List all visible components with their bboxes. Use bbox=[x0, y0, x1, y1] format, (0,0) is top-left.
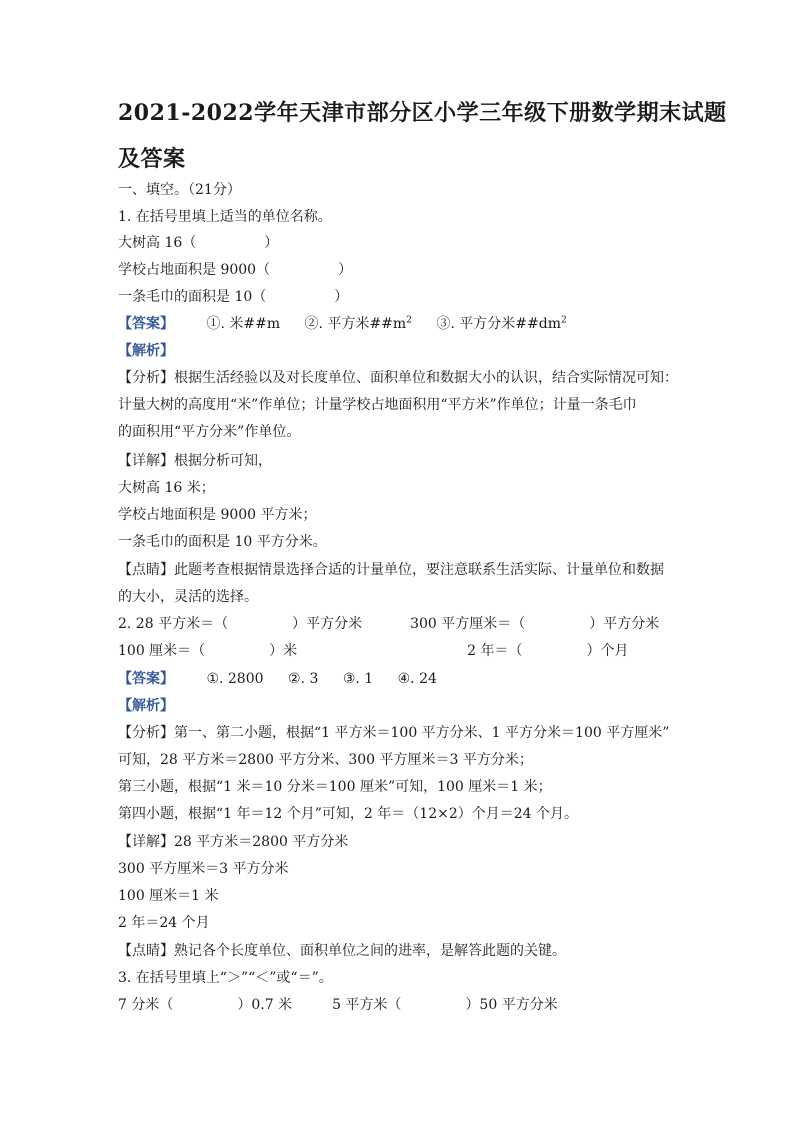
q2-row-1: 2. 28 平方米＝（ ）平方分米 300 平方厘米＝（ ）平方分米 bbox=[118, 616, 660, 632]
q2-xiangjie: 【详解】28 平方米＝2800 平方分米 bbox=[118, 834, 349, 850]
q1-jiexi-tag: 【解析】 bbox=[118, 343, 174, 359]
q1-blank-1: 大树高 16（ ） bbox=[118, 235, 279, 251]
q1-xiangjie-4: 一条毛巾的面积是 10 平方分米。 bbox=[118, 534, 327, 550]
q1-xiangjie-3: 学校占地面积是 9000 平方米； bbox=[118, 507, 317, 523]
q2-xiangjie-3: 100 厘米＝1 米 bbox=[118, 888, 219, 904]
q1-fenxi: 【分析】根据生活经验以及对长度单位、面积单位和数据大小的认识，结合实际情况可知： bbox=[118, 370, 678, 386]
q2-fenxi-3: 第三小题，根据“1 米＝10 分米＝100 厘米”可知，100 厘米＝1 米； bbox=[118, 779, 552, 795]
answer-tag: 【答案】 bbox=[118, 316, 174, 332]
q2-row-2: 100 厘米＝（ ）米 2 年＝（ ）个月 bbox=[118, 643, 629, 659]
q1-stem: 1. 在括号里填上适当的单位名称。 bbox=[118, 209, 332, 225]
q1-fenxi-3: 的面积用“平方分米”作单位。 bbox=[118, 424, 301, 440]
q3-row-1: 7 分米（ ）0.7 米 5 平方米（ ）50 平方分米 bbox=[118, 997, 558, 1013]
q2-answer: 【答案】 ①. 2800 ②. 3 ③. 1 ④. 24 bbox=[118, 671, 437, 687]
doc-title-line2: 及答案 bbox=[118, 146, 186, 172]
q1-answer: 【答案】 ①. 米##m ②. 平方米$\#\#m^2$ ③. 平方分米$\#\#dm^2$ bbox=[118, 315, 567, 332]
q2-fenxi-4: 第四小题，根据“1 年＝12 个月”可知，2 年＝（12×2）个月＝24 个月。 bbox=[118, 806, 579, 822]
q1-blank-2: 学校占地面积是 9000（ ） bbox=[118, 262, 353, 278]
q1-blank-3: 一条毛巾的面积是 10（ ） bbox=[118, 289, 349, 305]
q1-fenxi-2: 计量大树的高度用“米”作单位；计量学校占地面积用“平方米”作单位；计量一条毛巾 bbox=[118, 397, 637, 413]
q1-dianjing-2: 的大小，灵活的选择。 bbox=[118, 589, 258, 605]
q2-xiangjie-2: 300 平方厘米＝3 平方分米 bbox=[118, 861, 289, 877]
q3-stem: 3. 在括号里填上“＞”“＜”或“＝”。 bbox=[118, 970, 333, 986]
q1-xiangjie: 【详解】根据分析可知， bbox=[118, 453, 272, 469]
q1-xiangjie-2: 大树高 16 米； bbox=[118, 480, 215, 496]
section-heading: 一、填空。（21分） bbox=[118, 182, 241, 198]
q2-fenxi: 【分析】第一、第二小题，根据“1 平方米＝100 平方分米、1 平方分米＝100 平方厘米” bbox=[118, 725, 670, 741]
q2-fenxi-2: 可知，28 平方米＝2800 平方分米、300 平方厘米＝3 平方分米； bbox=[118, 752, 533, 768]
answer-tag: 【答案】 bbox=[118, 671, 174, 687]
q2-xiangjie-4: 2 年＝24 个月 bbox=[118, 915, 210, 931]
doc-title-line1: 2021-2022学年天津市部分区小学三年级下册数学期末试题 bbox=[118, 100, 727, 126]
q2-jiexi-tag: 【解析】 bbox=[118, 698, 174, 714]
q2-dianjing: 【点睛】熟记各个长度单位、面积单位之间的进率，是解答此题的关键。 bbox=[118, 943, 566, 959]
q1-dianjing: 【点睛】此题考查根据情景选择合适的计量单位，要注意联系生活实际、计量单位和数据 bbox=[118, 562, 664, 578]
